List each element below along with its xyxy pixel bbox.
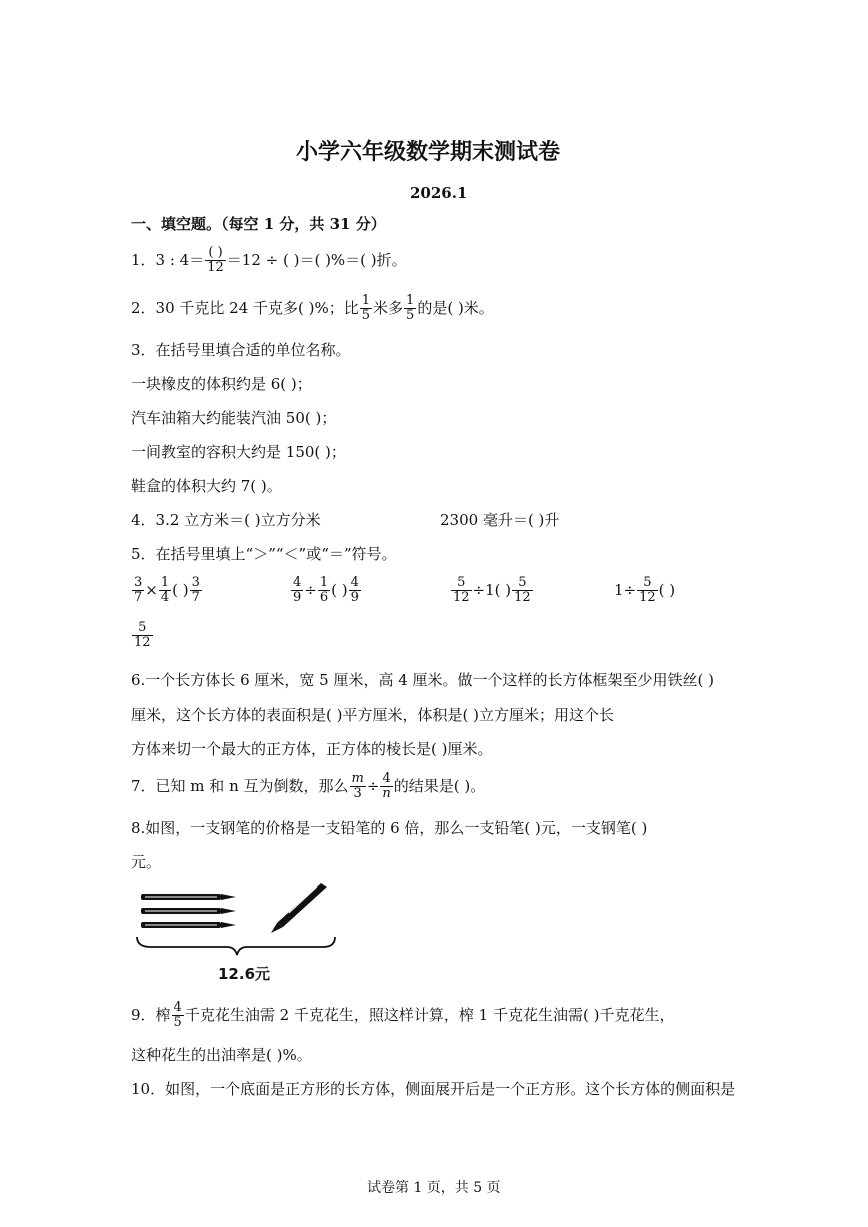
q5-e1-blank: ( ) [172, 580, 189, 599]
q5-e4-pre: 1÷ [614, 580, 637, 599]
q5-e4-f1-den: 12 [639, 590, 656, 606]
question-6-line-2: 厘米，这个长方体的表面积是( )平方厘米，体积是( )立方厘米；用这个长 [131, 706, 614, 724]
page-footer: 试卷第 1 页，共 5 页 [367, 1180, 501, 1196]
q7-op: ÷ [366, 776, 380, 795]
q5-e1-f2-den: 4 [160, 590, 170, 606]
question-6-line-1: 6.一个长方体长 6 厘米，宽 5 厘米，高 4 厘米。做一个这样的长方体框架至少用铁丝( ) [131, 671, 715, 689]
question-3-line-1: 一块橡皮的体积约是 6( )； [131, 375, 312, 393]
question-2 [131, 294, 494, 324]
q5-expr-1 [131, 576, 203, 606]
q5-e2-blank: ( ) [331, 580, 348, 599]
q5-e2-f1-num: 4 [293, 575, 302, 590]
q9-prefix: 9．榨 [131, 1005, 171, 1024]
question-10-line-1: 10．如图，一个底面是正方形的长方体，侧面展开后是一个正方形。这个长方体的侧面积是 [131, 1080, 736, 1098]
q5-e1-f1-num: 3 [134, 575, 143, 590]
q5-e4-f1-num: 5 [637, 576, 658, 591]
q7-suffix: 的结果是( )。 [393, 776, 486, 795]
pencil-icon [141, 894, 236, 900]
q5-e1-f1-den: 7 [134, 590, 143, 606]
q9-frac-num: 4 [173, 1000, 182, 1015]
q5-e4-blank: ( ) [658, 580, 676, 599]
q2-fraction-1 [360, 294, 372, 324]
q2-fraction-2 [404, 294, 416, 324]
pen-icon [271, 883, 327, 933]
q7-f2-num: 4 [380, 772, 392, 787]
q5-e1-r-num: 3 [191, 575, 200, 590]
brace [137, 937, 335, 955]
q5-e3-op: ÷1 [472, 580, 495, 599]
question-3-line-4: 鞋盒的体积大约 7( )。 [131, 477, 282, 495]
exam-date: 2026.1 [410, 184, 468, 202]
q5-e2-f2-den: 6 [319, 590, 329, 606]
q5-e3-f1-num: 5 [451, 576, 472, 591]
q5-e3-blank: ( ) [494, 580, 512, 599]
q1-frac-num: ( ) [205, 246, 226, 261]
q5-e2-f1-den: 9 [293, 590, 302, 606]
question-9-line-1 [131, 1001, 674, 1031]
q1-frac-den: 12 [207, 260, 224, 276]
q5-e2-f2-num: 1 [319, 575, 329, 590]
q5-e2-r-den: 9 [350, 590, 359, 606]
pencils-pen-figure [131, 875, 341, 960]
question-4-a: 4．3.2 立方米＝( )立方分米 [131, 511, 321, 529]
question-5-stem: 5．在括号里填上“＞”“＜”或“＝”符号。 [131, 545, 397, 563]
question-8-line-2: 元。 [131, 853, 162, 871]
q2-frac1-num: 1 [361, 293, 371, 308]
pencil-icon [141, 908, 236, 914]
q5-e2-op: ÷ [304, 580, 317, 599]
q7-prefix: 7．已知 m 和 n 互为倒数，那么 [131, 776, 349, 795]
question-3-stem: 3．在括号里填合适的单位名称。 [131, 341, 351, 359]
question-6-line-3: 方体来切一个最大的正方体，正方体的棱长是( )厘米。 [131, 740, 493, 758]
q5-e3-r-num: 5 [512, 576, 533, 591]
q2-part2: 米多 [373, 298, 404, 317]
q5-e4-r-num: 5 [132, 621, 153, 636]
q7-f2-den: n [382, 786, 391, 802]
question-3-line-2: 汽车油箱大约能装汽油 50( )； [131, 409, 337, 427]
q7-f1-num: m [351, 771, 364, 786]
q5-e3-f1-den: 12 [453, 590, 470, 606]
q9-line1-suffix: 千克花生油需 2 千克花生，照这样计算，榨 1 千克花生油需( )千克花生， [184, 1005, 675, 1024]
q7-f1-den: 3 [353, 786, 362, 802]
q2-frac1-den: 5 [361, 308, 371, 324]
q5-e4-r-den: 12 [134, 635, 151, 651]
pencil-icon [141, 922, 236, 928]
question-8-line-1: 8.如图，一支钢笔的价格是一支铅笔的 6 倍，那么一支铅笔( )元，一支钢笔( ) [131, 819, 648, 837]
q1-prefix: 1．3 : 4＝ [131, 250, 205, 269]
question-4-b: 2300 毫升＝( )升 [440, 511, 560, 529]
question-9-line-2: 这种花生的出油率是( )%。 [131, 1046, 312, 1064]
q2-frac2-den: 5 [406, 308, 415, 324]
q1-suffix: ＝12 ÷ ( )＝( )%＝( )折。 [226, 250, 407, 269]
q2-part3: 的是( )米。 [417, 298, 494, 317]
q5-e1-r-den: 7 [191, 590, 200, 606]
q1-fraction [205, 246, 226, 276]
q5-expr-4-result [131, 621, 154, 651]
figure-price-label: 12.6元 [218, 965, 271, 983]
section-heading: 一、填空题。（每空 1 分，共 31 分） [131, 215, 386, 233]
q2-part1: 2．30 千克比 24 千克多( )%；比 [131, 298, 359, 317]
q5-expr-3 [450, 576, 534, 606]
q2-frac2-num: 1 [406, 293, 415, 308]
question-1 [131, 246, 407, 276]
q5-expr-4 [614, 576, 675, 606]
q5-e1-f2-num: 1 [160, 575, 170, 590]
page-title: 小学六年级数学期末测试卷 [296, 139, 561, 165]
question-7 [131, 772, 485, 802]
q5-expr-2 [290, 576, 362, 606]
q5-e1-op: × [145, 580, 158, 599]
q5-e2-r-num: 4 [350, 575, 359, 590]
question-3-line-3: 一间教室的容积大约是 150( )； [131, 443, 346, 461]
q5-e3-r-den: 12 [514, 590, 531, 606]
q9-frac-den: 5 [173, 1015, 182, 1031]
